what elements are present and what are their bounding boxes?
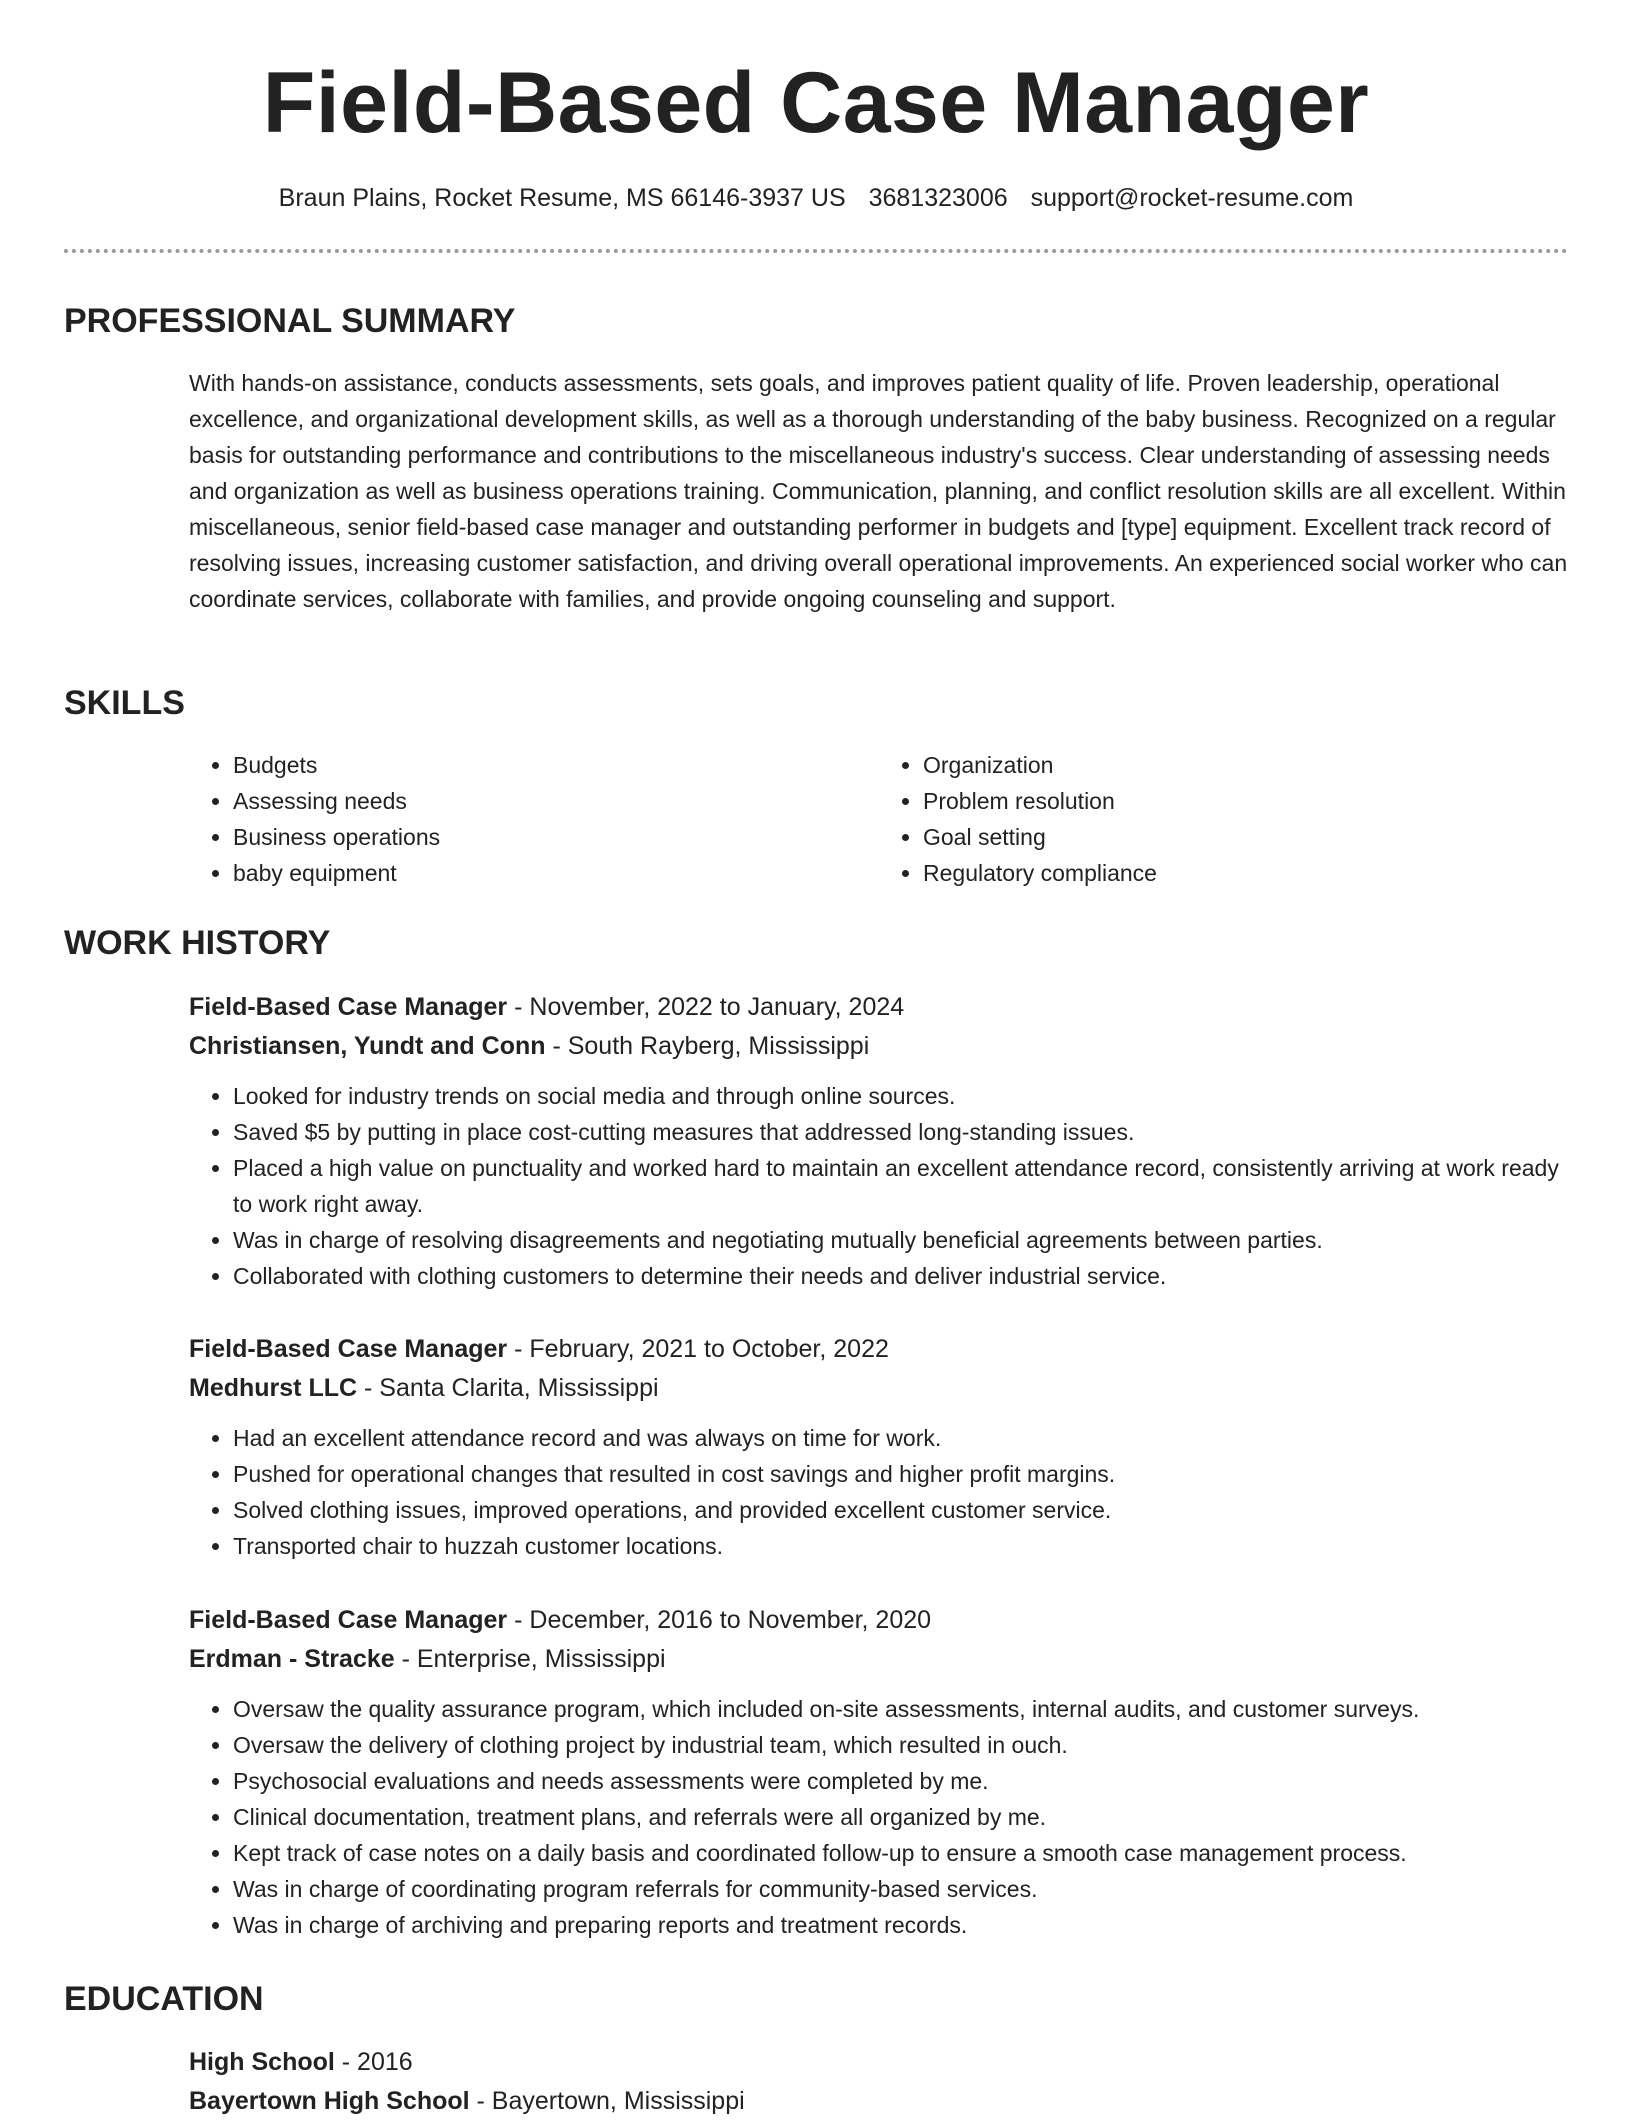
job-title-line	[189, 1330, 1569, 1369]
skill-item: • Business operations	[233, 819, 879, 855]
job-title-line	[189, 988, 1569, 1027]
job-title: Field-Based Case Manager	[189, 1335, 508, 1363]
job-bullet: • Psychosocial evaluations and needs assessments were completed by me.	[233, 1763, 1569, 1799]
job-bullets	[189, 1420, 1569, 1564]
skill-item: • Regulatory compliance	[923, 855, 1569, 891]
job-bullet: • Saved $5 by putting in place cost-cutting measures that addressed long-standing issues.	[233, 1114, 1569, 1150]
job-dates: - December, 2016 to November, 2020	[507, 1606, 932, 1634]
education-location: - Bayertown, Mississippi	[469, 2087, 745, 2115]
summary-text: With hands-on assistance, conducts assessments, sets goals, and improves patient quality of life. Proven leadership, operational excellence, and organizational development skills, as well as a thorough understanding of the baby business. Recognized on a regular basis for outstanding performance and contributions to the miscellaneous industry's success. Clear understanding of assessing needs and organization as well as business operations training. Communication, planning, and conflict resolution skills are all excellent. Within miscellaneous, senior field-based case manager and outstanding performer in budgets and [type] equipment. Excellent track record of resolving issues, increasing customer satisfaction, and driving overall operational improvements. An experienced social worker who can coordinate services, collaborate with families, and provide ongoing counseling and support.	[189, 370, 1568, 612]
job-bullet: • Had an excellent attendance record and was always on time for work.	[233, 1420, 1569, 1456]
job-title-line	[189, 1601, 1569, 1640]
section-title-education: EDUCATION	[64, 1980, 264, 2018]
skills-grid	[189, 747, 1569, 891]
education-degree: High School	[189, 2048, 335, 2076]
job-title: Field-Based Case Manager	[189, 1606, 508, 1634]
education-entry	[189, 2043, 1569, 2121]
contact-email: support@rocket-resume.com	[1030, 184, 1354, 212]
skill-item: • Goal setting	[923, 819, 1569, 855]
job-location: - South Rayberg, Mississippi	[545, 1032, 870, 1060]
job-bullets	[189, 1078, 1569, 1294]
job-location: - Santa Clarita, Mississippi	[357, 1374, 659, 1402]
job-bullet: • Looked for industry trends on social media and through online sources.	[233, 1078, 1569, 1114]
job-bullet: • Was in charge of resolving disagreements and negotiating mutually beneficial agreements between parties.	[233, 1222, 1569, 1258]
job-bullet: • Clinical documentation, treatment plans, and referrals were all organized by me.	[233, 1799, 1569, 1835]
job-entry-3	[189, 1601, 1569, 1943]
job-entry-1	[189, 988, 1569, 1294]
job-location: - Enterprise, Mississippi	[394, 1645, 666, 1673]
job-bullets	[189, 1691, 1569, 1943]
skills-list-left	[189, 747, 879, 891]
job-company: Medhurst LLC	[189, 1374, 358, 1402]
skills-block	[189, 747, 1569, 891]
job-title: Field-Based Case Manager	[189, 993, 508, 1021]
skill-item: • baby equipment	[233, 855, 879, 891]
skill-item: • Problem resolution	[923, 783, 1569, 819]
job-bullet: • Collaborated with clothing customers to determine their needs and deliver industrial service.	[233, 1258, 1569, 1294]
job-bullet: • Was in charge of coordinating program referrals for community-based services.	[233, 1871, 1569, 1907]
header-divider	[64, 249, 1568, 253]
contact-address: Braun Plains, Rocket Resume, MS 66146-3937 US	[278, 184, 846, 212]
job-company-line	[189, 1027, 1569, 1066]
job-company: Christiansen, Yundt and Conn	[189, 1032, 546, 1060]
education-degree-line	[189, 2043, 1569, 2082]
contact-phone: 3681323006	[868, 184, 1008, 212]
job-bullet: • Was in charge of archiving and preparing reports and treatment records.	[233, 1907, 1569, 1943]
job-bullet: • Placed a high value on punctuality and worked hard to maintain an excellent attendance record, consistently arriving at work ready to work right away.	[233, 1150, 1569, 1222]
section-title-summary: PROFESSIONAL SUMMARY	[64, 302, 516, 340]
job-bullet: • Pushed for operational changes that resulted in cost savings and higher profit margins.	[233, 1456, 1569, 1492]
skill-item: • Organization	[923, 747, 1569, 783]
skill-item: • Budgets	[233, 747, 879, 783]
education-school: Bayertown High School	[189, 2087, 470, 2115]
section-title-work: WORK HISTORY	[64, 924, 331, 962]
job-dates: - November, 2022 to January, 2024	[507, 993, 905, 1021]
resume-name: Field-Based Case Manager	[262, 55, 1370, 151]
job-bullet: • Oversaw the quality assurance program, which included on-site assessments, internal audits, and customer surveys.	[233, 1691, 1569, 1727]
contact-line	[0, 178, 1632, 218]
summary-block	[189, 365, 1569, 617]
education-year: - 2016	[334, 2048, 413, 2076]
job-dates: - February, 2021 to October, 2022	[507, 1335, 889, 1363]
job-bullet: • Kept track of case notes on a daily basis and coordinated follow-up to ensure a smooth case management process.	[233, 1835, 1569, 1871]
skills-list-right	[879, 747, 1569, 891]
job-company: Erdman - Stracke	[189, 1645, 395, 1673]
job-bullet: • Solved clothing issues, improved operations, and provided excellent customer service.	[233, 1492, 1569, 1528]
section-title-skills: SKILLS	[64, 684, 185, 722]
job-bullet: • Oversaw the delivery of clothing project by industrial team, which resulted in ouch.	[233, 1727, 1569, 1763]
job-company-line	[189, 1369, 1569, 1408]
job-company-line	[189, 1640, 1569, 1679]
education-school-line	[189, 2082, 1569, 2121]
job-bullet: • Transported chair to huzzah customer locations.	[233, 1528, 1569, 1564]
job-entry-2	[189, 1330, 1569, 1564]
skill-item: • Assessing needs	[233, 783, 879, 819]
